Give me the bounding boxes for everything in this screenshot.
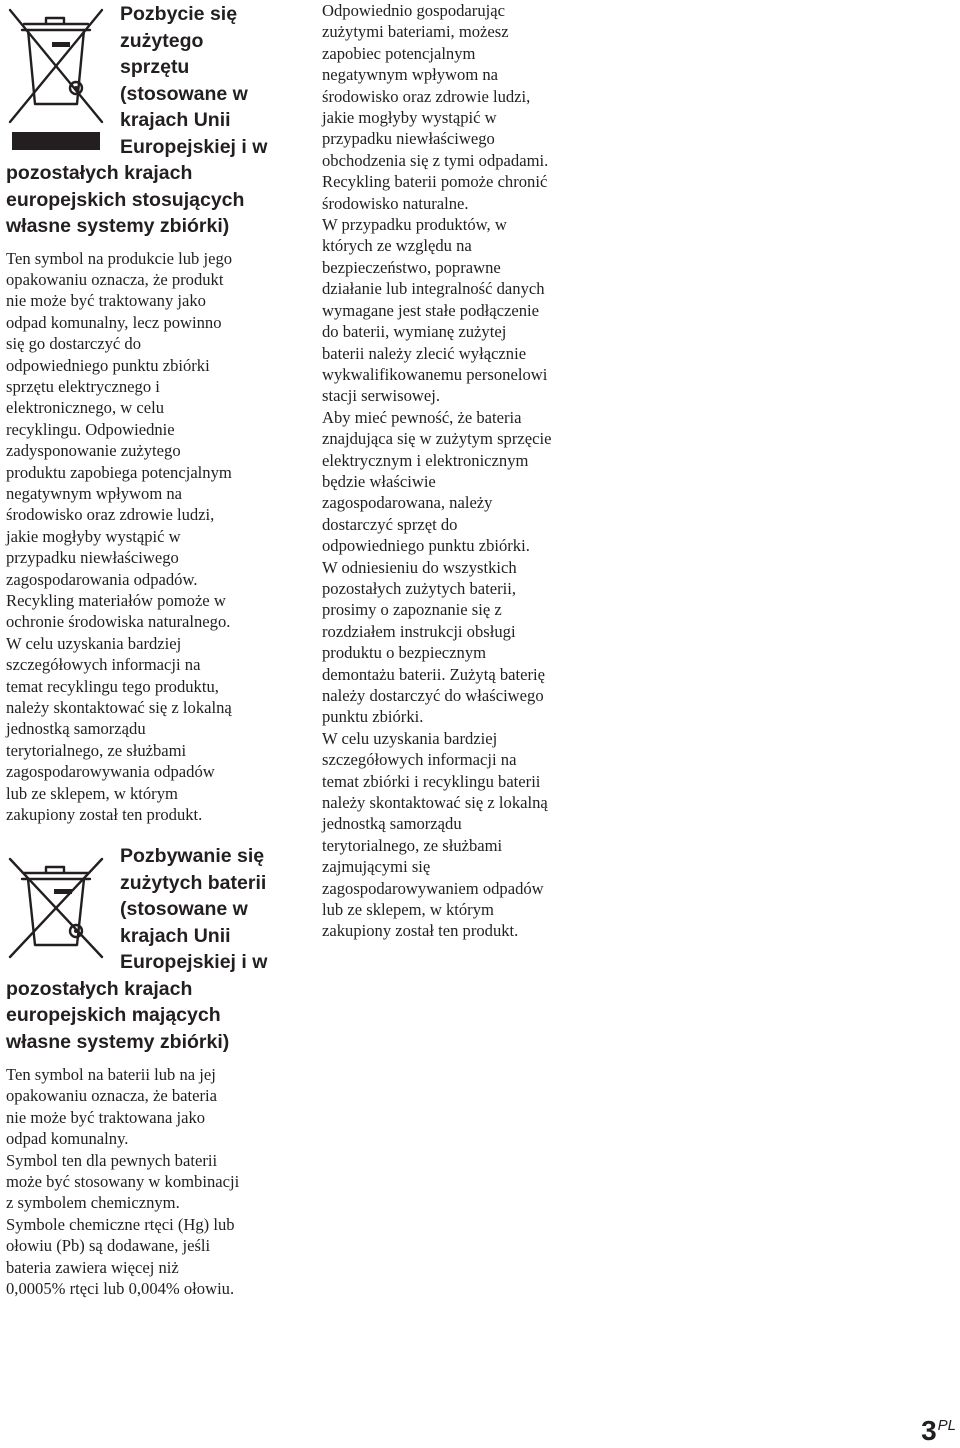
heading-line: Europejskiej i w [120,135,268,158]
text-line: elektrycznym i elektronicznym [322,450,529,470]
text-line: Recykling materiałów pomoże w [6,591,226,610]
text-line: bateria zawiera więcej niż [6,1257,179,1277]
text-line: stacji serwisowej. [322,386,440,406]
text-line: przypadku niewłaściwego [6,548,179,568]
text-line: wymagane jest stałe podłączenie [322,300,540,320]
text-line: Symbole chemiczne rtęci (Hg) lub [6,1214,235,1234]
text-line: Ten symbol na baterii lub na jej [6,1065,216,1084]
heading-line: pozostałych krajach [6,977,193,1000]
text-line: opakowaniu oznacza, że produkt [6,269,224,289]
text-line: środowisko oraz zdrowie ludzi, [6,505,215,525]
text-line: negatywnym wpływom na [6,483,183,503]
text-line: zapobiec potencjalnym [322,43,476,63]
text-line: produktu o bezpiecznym [322,643,487,663]
text-line: temat zbiórki i recyklingu baterii [322,771,541,791]
text-line: recyklingu. Odpowiednie [6,419,175,439]
text-line: Ten symbol na produkcie lub jego [6,248,233,268]
text-line: W celu uzyskania bardziej [322,728,498,748]
text-line: może być stosowany w kombinacji [6,1172,240,1192]
text-line: rozdziałem instrukcji obsługi [322,621,516,641]
text-line: prosimy o zapoznanie się z [322,600,502,620]
heading-line: (stosowane w [120,898,248,920]
text-line: nie może być traktowana jako [6,1107,206,1127]
text-line: zagospodarowywaniem odpadów [322,878,544,898]
text-line: zużytymi bateriami, możesz [322,22,509,42]
text-line: 0,0005% rtęci lub 0,004% ołowiu. [6,1279,235,1299]
text-line: ochronie środowiska naturalnego. [6,612,231,632]
battery-heading [6,843,302,1055]
text-line: Recykling baterii pomoże chronić [322,172,548,192]
text-line: dostarczyć sprzęt do [322,514,458,534]
text-line: demontażu baterii. Zużytą baterię [322,664,545,684]
text-line: negatywnym wpływom na [322,65,499,85]
heading-line: krajach Unii [120,109,231,131]
text-line: produktu zapobiega potencjalnym [6,462,232,482]
heading-line: Pozbycie się [120,3,238,25]
text-line: lub ze sklepem, w którym [6,783,178,803]
page-number-value: 3 [921,1415,937,1446]
heading-line: europejskich stosujących [6,188,245,211]
text-line: punktu zbiórki. [322,707,424,727]
text-line: opakowaniu oznacza, że bateria [6,1086,217,1106]
heading-line: europejskich mających [6,1004,221,1026]
text-line: wykwalifikowanemu personelowi [322,364,548,384]
heading-line: (stosowane w [120,82,248,105]
text-line: obchodzenia się z tymi odpadami. [322,150,549,170]
text-line: Aby mieć pewność, że bateria [322,407,522,427]
text-line: z symbolem chemicznym. [6,1193,180,1213]
battery-body-text [6,1064,302,1299]
text-line: sprzętu elektrycznego i [6,376,160,396]
heading-line: sprzętu [120,56,190,78]
battery-body-continued [322,0,622,942]
text-line: należy dostarczyć do właściwego [322,686,544,705]
text-line: jednostką samorządu [6,719,146,739]
text-line: Symbol ten dla pewnych baterii [6,1150,218,1170]
text-line: odpowiedniego punktu zbiórki [6,355,210,375]
text-line: zakupiony został ten produkt. [6,805,203,825]
text-line: Odpowiednio gospodarując [322,1,505,20]
text-line: których ze względu na [322,236,472,256]
text-line: baterii należy zlecić wyłącznie [322,343,527,363]
heading-line: zużytych baterii [120,871,267,894]
text-line: zagospodarowania odpadów. [6,569,198,589]
text-line: należy skontaktować się z lokalną [322,793,548,813]
heading-line: zużytego [120,29,204,52]
text-line: temat recyklingu tego produktu, [6,676,219,696]
text-line: W przypadku produktów, w [322,215,507,235]
text-line: do baterii, wymianę zużytej [322,322,507,342]
text-line: należy skontaktować się z lokalną [6,698,232,718]
text-line: zakupiony został ten produkt. [322,921,519,941]
text-line: terytorialnego, ze służbami [322,835,503,855]
text-line: będzie właściwie [322,471,436,491]
text-line: ołowiu (Pb) są dodawane, jeśli [6,1236,211,1256]
weee-section [6,0,302,825]
text-line: się go dostarczyć do [6,334,142,354]
language-code: PL [937,1417,956,1434]
text-line: przypadku niewłaściwego [322,129,495,149]
text-line: W odniesieniu do wszystkich [322,557,517,577]
text-line: W celu uzyskania bardziej [6,633,182,653]
text-line: jakie mogłyby wystąpić w [322,108,497,128]
text-line: działanie lub integralność danych [322,279,545,299]
page-number [921,1411,956,1446]
text-line: jakie mogłyby wystąpić w [6,526,181,546]
text-line: odpad komunalny, lecz powinno [6,312,222,332]
text-line: środowisko oraz zdrowie ludzi, [322,86,531,106]
heading-line: Pozbywanie się [120,845,265,867]
text-line: zagospodarowana, należy [322,493,493,513]
text-line: zajmującymi się [322,857,431,877]
text-line: szczegółowych informacji na [322,750,517,770]
text-line: lub ze sklepem, w którym [322,900,494,920]
heading-line: Europejskiej i w [120,951,268,973]
text-line: zagospodarowywania odpadów [6,762,215,782]
weee-body-text [6,248,302,826]
text-line: znajdująca się w zużytym sprzęcie [322,429,552,449]
text-line: szczegółowych informacji na [6,655,201,675]
heading-line: własne systemy zbiórki) [6,215,230,237]
right-column [322,0,622,942]
weee-heading [6,1,302,240]
text-line: jednostką samorządu [322,814,462,834]
text-line: odpad komunalny. [6,1129,129,1149]
heading-line: własne systemy zbiórki) [6,1030,230,1053]
heading-line: pozostałych krajach [6,162,193,184]
text-line: elektronicznego, w celu [6,398,165,418]
text-line: bezpieczeństwo, poprawne [322,257,501,277]
text-line: środowisko naturalne. [322,193,469,213]
text-line: pozostałych zużytych baterii, [322,578,516,598]
text-line: zadysponowanie zużytego [6,441,181,461]
text-line: odpowiedniego punktu zbiórki. [322,536,530,556]
heading-line: krajach Unii [120,924,231,947]
battery-section [6,843,302,1299]
text-line: terytorialnego, ze służbami [6,740,187,760]
text-line: nie może być traktowany jako [6,291,206,311]
